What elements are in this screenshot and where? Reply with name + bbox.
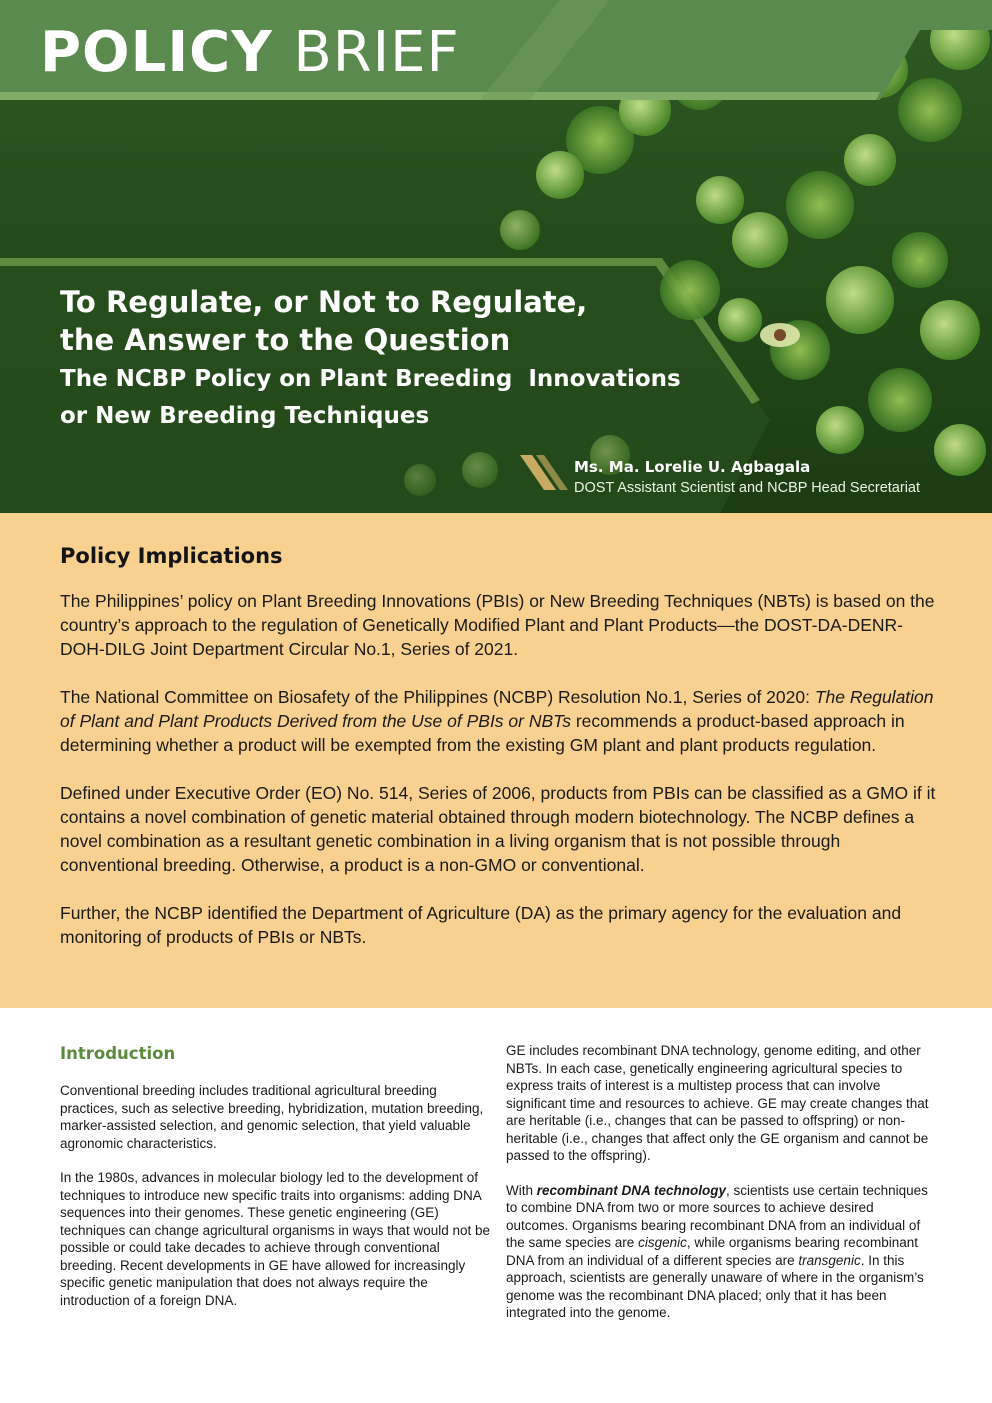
brand-title: POLICY BRIEF: [40, 20, 460, 85]
implications-body: [60, 589, 940, 973]
paragraph: In the 1980s, advances in molecular biology led to the development of techniques to introduce new specific traits into organisms: adding DNA sequences into their genomes. These genetic engineering (GE) techniques can change agricultural organisms in ways that would not be possible or could take decades to achieve through conventional breeding. Recent developments in GE have allowed for increasingly specific genetic manipulation that does not always require the introduction of a foreign DNA.: [60, 1170, 491, 1308]
main-title: [60, 283, 820, 359]
author-name: Ms. Ma. Lorelie U. Agbagala: [574, 458, 811, 476]
paragraph: Defined under Executive Order (EO) No. 514, Series of 2006, products from PBIs can be classified as a GMO if it contains a novel combination of genetic material obtained through modern biotechnology. The NCBP defines a novel combination as a resultant genetic combination in a living organism that is not possible through conventional breeding. Otherwise, a product is a non-GMO or conventional.: [60, 783, 936, 875]
paragraph: The National Committee on Biosafety of the Philippines (NCBP) Resolution No.1, Series of 2020: The Regulation of Plant and Plant Products Derived from the Use of PBIs or NBTs recommends a product-based approach in determining whether a product will be exempted from the existing GM plant and plant products regulation.: [60, 687, 934, 755]
author-block: [574, 456, 974, 498]
introduction-left-column: [60, 1042, 490, 1326]
policy-implications-section: [0, 513, 992, 1008]
hero-banner: [0, 0, 992, 513]
main-title-line-1: To Regulate, or Not to Regulate,: [60, 285, 588, 319]
author-role: DOST Assistant Scientist and NCBP Head Secretariat: [574, 480, 921, 496]
main-title-line-2: the Answer to the Question: [60, 323, 511, 357]
subtitle-line-2: or New Breeding Techniques: [60, 403, 430, 429]
paragraph: The Philippines’ policy on Plant Breeding Innovations (PBIs) or New Breeding Techniques (NBTs) is based on the country’s approach to the regulation of Genetically Modified Plant and Plant Products—the DOST-DA-DENR-DOH-DILG Joint Department Circular No.1, Series of 2021.: [60, 591, 935, 659]
section-heading: Policy Implications: [60, 544, 283, 568]
paragraph: Further, the NCBP identified the Department of Agriculture (DA) as the primary agency for the evaluation and monitoring of products of PBIs or NBTs.: [60, 903, 902, 947]
introduction-right-column: [506, 1042, 938, 1339]
paragraph: Conventional breeding includes traditional agricultural breeding practices, such as selective breeding, hybridization, mutation breeding, marker-assisted selection, and genomic selection, that yield valuable agronomic characteristics.: [60, 1083, 484, 1151]
paragraph: GE includes recombinant DNA technology, genome editing, and other NBTs. In each case, genetically engineering agricultural species to express traits of interest is a multistep process that can involve significant time and resources to achieve. GE may create changes that are heritable (i.e., changes that can be passed to offspring) or non-heritable (i.e., changes that affect only the GE organism and cannot be passed to the offspring).: [506, 1043, 929, 1163]
paragraph: With recombinant DNA technology, scientists use certain techniques to combine DNA from two or more sources to achieve desired outcomes. Organisms bearing recombinant DNA from an individual of the same species are cisgenic, while organisms bearing recombinant DNA from an individual of a different species are transgenic. In this approach, scientists are generally unaware of where in the organism’s genome was the recombinant DNA placed; only that it has been integrated into the genome.: [506, 1182, 928, 1320]
subtitle: [60, 361, 820, 435]
introduction-heading: Introduction: [60, 1044, 176, 1063]
subtitle-line-1: The NCBP Policy on Plant Breeding Innovations: [60, 366, 681, 392]
title-block: [60, 283, 820, 435]
